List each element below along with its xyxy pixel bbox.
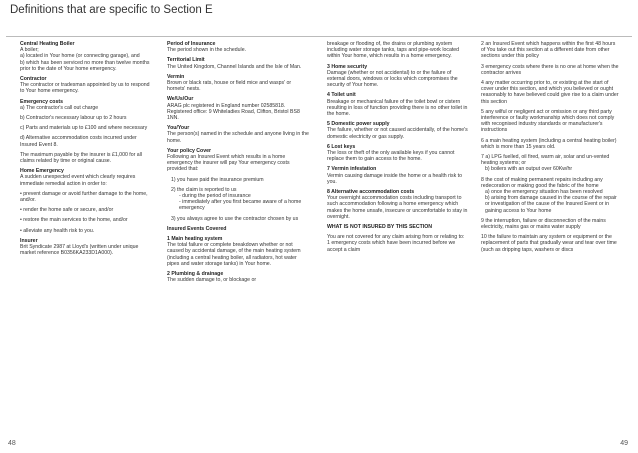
hs-heading: 3 Home security (327, 63, 368, 70)
exclusion-6: 6 a main heating system (including a central heating boiler) which is more than 15 years old. (481, 137, 617, 150)
insurer-heading: Insurer (20, 237, 38, 244)
lk-desc: The loss or theft of the only available keys if you cannot replace them to gain access to the home. (327, 150, 455, 163)
not-insured-desc: You are not covered for any claim arising from or relating to: (327, 234, 465, 241)
page-number-left: 48 (8, 440, 16, 447)
page-number-right: 49 (620, 440, 628, 447)
exclusion-8b: b) arising from damage caused in the course of the repair or investigation of the cause of the Insured Event or in gaining access to Your home (485, 195, 617, 214)
dps-heading: 5 Domestic power supply (327, 121, 390, 128)
chb-item-b: b) which has been serviced no more than twelve months prior to the date of Your home emergency. (20, 59, 150, 72)
poi-desc: The period shown in the schedule. (167, 47, 247, 54)
tl-desc: The United Kingdom, Channel Islands and the Isle of Man. (167, 63, 302, 70)
exclusion-3: 3 emergency costs where there is no one at home when the contractor arrives (481, 63, 619, 76)
ec-item-d: d) Alternative accommodation costs incurred under Insured Event 8. (20, 135, 137, 148)
poi-heading: Period of Insurance (167, 41, 216, 47)
exclusion-5: 5 any wilful or negligent act or omission or any third party interference or faulty workmanship which does not comply with recognised industry standards or manufacturer's instructions (481, 108, 615, 134)
he-bullet-4: • alleviate any health risk to you. (20, 227, 95, 234)
ec-heading: Emergency costs (20, 98, 63, 105)
pc-item-2a: - during the period of insurance (179, 193, 251, 200)
pc-item-2b: - immediately after you first became aware of a home emergency (179, 199, 302, 212)
page-title: Definitions that are specific to Section E (10, 4, 213, 16)
toilet-desc: Breakage or mechanical failure of the toilet bowl or cistern resulting in loss of function providing there is no other toilet in the home. (327, 98, 468, 118)
exclusion-8a: a) once the emergency situation has been resolved (485, 189, 603, 196)
tl-heading: Territorial Limit (167, 57, 205, 64)
ec-item-a: a) The contractor's call out charge (20, 104, 99, 111)
vi-heading: 7 Vermin infestation (327, 166, 377, 173)
iec-heading: Insured Events Covered (167, 225, 227, 232)
pc-desc: Following an Insured Event which results in a home emergency the insurer will pay Your emergency costs provided that: (167, 154, 290, 173)
pc-item-2: 2) the claim is reported to us (171, 186, 237, 193)
aac-desc: Your overnight accommodation costs including transport to such accommodation following a home emergency which makes the home unsafe, insecure or uncomfortable to stay in overnight. (327, 195, 468, 220)
we-desc: ARAG plc registered in England number 02585818. Registered office: 9 Whiteladies Road, Clifton, Bristol BS8 1NN. (167, 102, 300, 122)
not-insured-item-1: 1 emergency costs which have been incurred before we accept a claim (327, 240, 456, 253)
exclusion-4: 4 any matter occurring prior to, or existing at the start of cover under this section, and which you believed or ought reasonably to have believed could give rise to a claim under this section (481, 80, 619, 105)
he-desc: A sudden unexpected event which clearly requires immediate remedial action in order to: (20, 174, 136, 187)
he-bullet-1: • prevent damage or avoid further damage to the home, and/or. (20, 190, 148, 204)
header-bar (0, 0, 638, 22)
vi-desc: Vermin causing damage inside the home or a health risk to you. (327, 172, 462, 185)
mhs-heading: 1 Main heating system (167, 236, 223, 243)
hs-desc: Damage (whether or not accidental) to or the failure of external doors, windows or locks which compromises the security of Your home. (327, 69, 458, 89)
he-heading: Home Emergency (20, 168, 64, 175)
exclusion-9: 9 the interruption, failure or disconnection of the mains electricity, mains gas or mains water supply (481, 217, 606, 231)
ec-item-c: c) Parts and materials up to £100 and where necessary (20, 125, 148, 132)
ec-item-b: b) Contractor's necessary labour up to 2 hours (20, 115, 127, 122)
header-divider (6, 36, 632, 37)
lk-heading: 6 Lost keys (327, 143, 356, 150)
column-4 (481, 41, 620, 439)
chb-item-a: a) located in Your home (or connecting garage), and (20, 53, 140, 60)
vermin-heading: Vermin (167, 73, 185, 80)
pd-heading: 2 Plumbing & drainage (167, 271, 224, 278)
vermin-desc: Brown or black rats, house or field mice and wasps' or hornets' nests. (167, 80, 292, 93)
max-payable: The maximum payable by the insurer is £1,000 for all claims related by time or original cause. (20, 151, 142, 165)
mhs-desc: The total failure or complete breakdown whether or not caused by accidental damage, of the main heating system (including a central heating boiler, all radiators, hot water pipes and water storage tanks) in Your home. (167, 242, 301, 267)
aac-heading: 8 Alternative accommodation costs (327, 189, 415, 196)
column-1 (20, 41, 155, 439)
pc-item-1: 1) you have paid the insurance premium (171, 176, 264, 183)
contractor-heading: Contractor (20, 76, 47, 83)
column-2 (167, 41, 309, 439)
insurer-desc: Brit Syndicate 2987 at Lloyd's (written under unique market reference B0356KA233D1A000). (20, 244, 139, 257)
he-bullet-3: • restore the main services to the home, and/or (20, 217, 128, 224)
pc-heading: Your policy Cover (167, 147, 212, 154)
chb-heading: Central Heating Boiler (20, 41, 75, 47)
exclusion-8: 8 the cost of making permanent repairs including any redecoration or making good the fabric of the home (481, 176, 603, 189)
exclusion-2: 2 an Insured Event which happens within the first 48 hours of You take out this section at a different date from other sections under this policy (481, 41, 616, 60)
toilet-heading: 4 Toilet unit (327, 92, 356, 99)
column-3 (327, 41, 470, 439)
pc-item-3: 3) you always agree to use the contractor chosen by us (171, 215, 299, 222)
he-bullet-2: • render the home safe or secure, and/or (20, 207, 114, 214)
exclusion-7: 7 a) LPG fuelled, oil fired, warm air, solar and un-vented heating systems; or (481, 154, 610, 167)
you-desc: The person(s) named in the schedule and anyone living in the home. (167, 131, 309, 144)
pd-continued: breakage or flooding of, the drains or plumbing system including water storage tanks, taps and pipe-work located within Your home, which results in a home emergency. (327, 41, 460, 60)
exclusion-10: 10 the failure to maintain any system or equipment or the replacement of parts that gradually wear and tear over time (such as dripping taps, washers or discs (481, 234, 617, 253)
not-insured-heading: WHAT IS NOT INSURED BY THIS SECTION (327, 224, 433, 231)
dps-desc: The failure, whether or not caused accidentally, of the home's domestic electricity or gas supply. (327, 127, 468, 140)
chb-desc: A boiler; (20, 47, 39, 54)
exclusion-7b: b) boilers with an output over 60Kw/hr (485, 166, 573, 173)
we-heading: We/Us/Our (167, 96, 194, 103)
you-heading: You/Your (167, 125, 190, 132)
contractor-desc: The contractor or tradesman appointed by us to respond to Your home emergency. (20, 82, 150, 95)
pd-desc: The sudden damage to, or blockage or (167, 277, 257, 284)
